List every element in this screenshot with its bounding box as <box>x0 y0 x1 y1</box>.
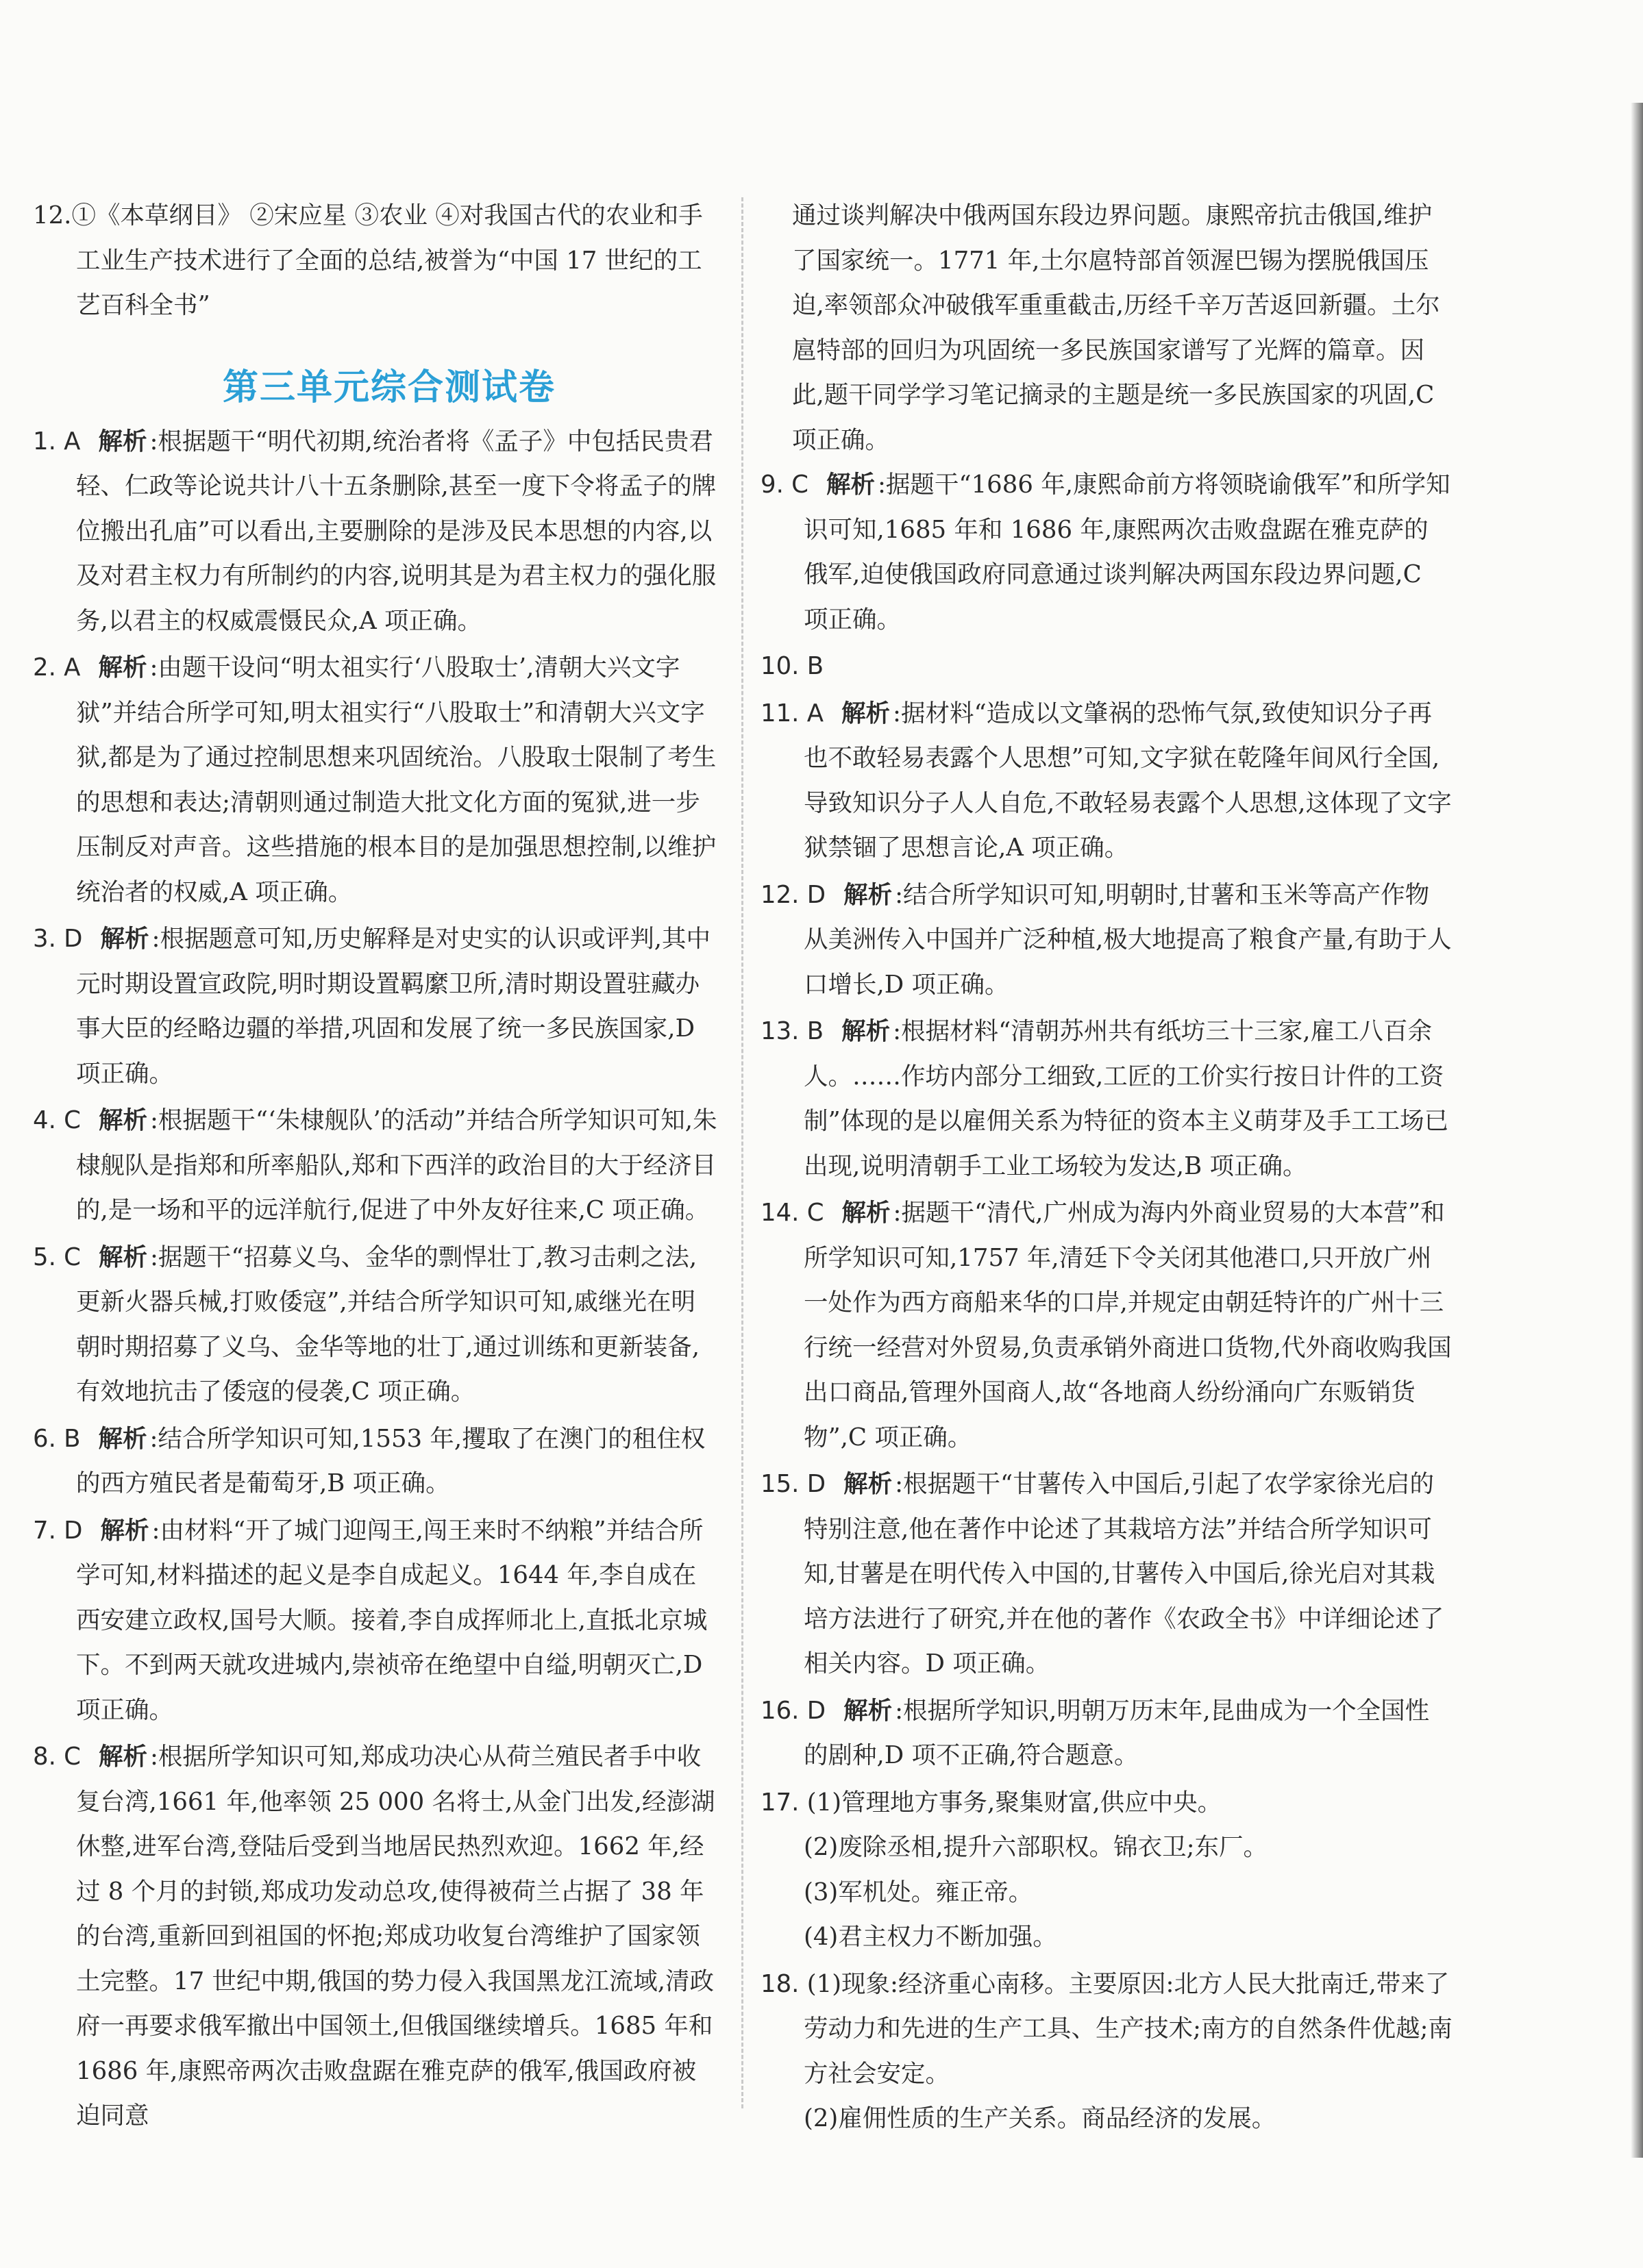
answer-item: 1. A 解析 :根据题干“明代初期,统治者将《孟子》中包括民贵君轻、仁政等论说共计八十五条删除,甚至一度下令将孟子的牌位搬出孔庙”可以看出,主要删除的是涉及民本思想的内容,以及对君主权力有所制约的内容,说明其是为君主权力的强化服务,以君主的权威震慑民众,A 项正确。 <box>33 427 717 635</box>
right-answer-list <box>761 462 1453 2141</box>
answer-17-line: (4)君主权力不断加强。 <box>804 1923 1057 1951</box>
answer-8-continued: 通过谈判解决中俄两国东段边界问题。康熙帝抗击俄国,维护了国家统一。1771 年,土尔扈特部首领渥巴锡为摆脱俄国压迫,率领部众冲破俄军重重截击,历经千辛万苦返回新疆。土尔扈特部的回归为巩固统一多民族国家谱写了光辉的篇章。因此,题干同学学习笔记摘录的主题是统一多民族国家的巩固,C 项正确。 <box>792 201 1440 454</box>
answer-item: 8. C 解析 :根据所学知识可知,郑成功决心从荷兰殖民者手中收复台湾,1661 年,他率领 25 000 名将士,从金门出发,经澎湖休整,进军台湾,登陆后受到当地居民热烈欢迎。1662 年,经过 8 个月的封锁,郑成功发动总攻,使得被荷兰占据了 38 年的台湾,重新回到祖国的怀抱;郑成功收复台湾维护了国家领土完整。17 世纪中期,俄国的势力侵入我国黑龙江流域,清政府一再要求俄军撤出中国领土,但俄国继续增兵。1685 年和 1686 年,康熙帝两次击败盘踞在雅克萨的俄军,俄国政府被迫同意 <box>33 1743 715 2130</box>
section-title: 第三单元综合测试卷 <box>222 366 556 408</box>
answer-item: 2. A 解析 :由题干设问“明太祖实行‘八股取士’,清朝大兴文字狱”并结合所学可知,明太祖实行“八股取士”和清朝大兴文字狱,都是为了通过控制思想来巩固统治。八股取士限制了考生的思想和表达;清朝则通过制造大批文化方面的冤狱,进一步压制反对声音。这些措施的根本目的是加强思想控制,以维护统治者的权威,A 项正确。 <box>33 653 717 906</box>
column-divider <box>741 197 743 2108</box>
answer-item: 4. C 解析 :根据题干“‘朱棣舰队’的活动”并结合所学知识可知,朱棣舰队是指郑和所率船队,郑和下西洋的政治目的大于经济目的,是一场和平的远洋航行,促进了中外友好往来,C 项正确。 <box>33 1106 717 1224</box>
answer-18: 18. (1)现象:经济重心南移。主要原因:北方人民大批南迁,带来了劳动力和先进的生产工具、生产技术;南方的自然条件优越;南方社会安定。 <box>761 1969 1453 2088</box>
left-answer-list <box>33 419 718 2139</box>
prev-answer-12: 12.①《本草纲目》 ②宋应星 ③农业 ④对我国古代的农业和手工业生产技术进行了全面的总结,被誉为“中国 17 世纪的工艺百科全书” <box>33 201 703 319</box>
answer-item: 15. D 解析 :根据题干“甘薯传入中国后,引起了农学家徐光启的特别注意,他在著作中论述了其栽培方法”并结合所学知识可知,甘薯是在明代传入中国的,甘薯传入中国后,徐光启对其栽培方法进行了研究,并在他的著作《农政全书》中详细论述了相关内容。D 项正确。 <box>761 1470 1444 1678</box>
left-column <box>33 193 718 2141</box>
answer-item: 6. B 解析 :结合所学知识可知,1553 年,攫取了在澳门的租住权的西方殖民者是葡萄牙,B 项正确。 <box>33 1424 706 1497</box>
answer-item: 14. C 解析 :据题干“清代,广州成为海内外商业贸易的大本营”和所学知识可知,1757 年,清廷下令关闭其他港口,只开放广州一处作为西方商船来华的口岸,并规定由朝廷特许的广州十三行统一经营对外贸易,负责承销外商进口货物,代外商收购我国出口商品,管理外国商人,故“各地商人纷纷涌向广东贩销货物”,C 项正确。 <box>761 1199 1452 1451</box>
answer-17: 17. (1)管理地方事务,聚集财富,供应中央。 <box>761 1788 1222 1817</box>
answer-item: 3. D 解析 :根据题意可知,历史解释是对史实的认识或评判,其中元时期设置宣政院,明时期设置羁縻卫所,清时期设置驻藏办事大臣的经略边疆的举措,巩固和发展了统一多民族国家,D 项正确。 <box>33 925 711 1088</box>
answer-17-line: (2)废除丞相,提升六部职权。锦衣卫;东厂。 <box>804 1833 1268 1861</box>
answer-item: 9. C 解析 :据题干“1686 年,康熙命前方将领晓谕俄军”和所学知识可知,1685 年和 1686 年,康熙两次击败盘踞在雅克萨的俄军,迫使俄国政府同意通过谈判解决两国东段边界问题,C 项正确。 <box>761 471 1450 634</box>
answer-item: 16. D 解析 :根据所学知识,明朝万历末年,昆曲成为一个全国性的剧种,D 项不正确,符合题意。 <box>761 1696 1430 1769</box>
answer-item: 7. D 解析 :由材料“开了城门迎闯王,闯王来时不纳粮”并结合所学可知,材料描述的起义是李自成起义。1644 年,李自成在西安建立政权,国号大顺。接着,李自成挥师北上,直抵北京城下。不到两天就攻进城内,崇祯帝在绝望中自缢,明朝灭亡,D 项正确。 <box>33 1516 708 1724</box>
right-column <box>761 193 1453 2141</box>
page-edge-shadow <box>1631 103 1643 2158</box>
answer-item: 12. D 解析 :结合所学知识可知,明朝时,甘薯和玉米等高产作物从美洲传入中国并广泛种植,极大地提高了粮食产量,有助于人口增长,D 项正确。 <box>761 880 1452 999</box>
answer-item: 11. A 解析 :据材料“造成以文肇祸的恐怖气氛,致使知识分子再也不敢轻易表露个人思想”可知,文字狱在乾隆年间风行全国,导致知识分子人人自危,不敢轻易表露个人思想,这体现了文字狱禁锢了思想言论,A 项正确。 <box>761 699 1452 862</box>
answer-item: 5. C 解析 :据题干“招募义乌、金华的剽悍壮丁,教习击刺之法,更新火器兵械,打败倭寇”,并结合所学知识可知,戚继光在明朝时期招募了义乌、金华等地的壮丁,通过训练和更新装备,有效地抗击了倭寇的侵袭,C 项正确。 <box>33 1243 700 1406</box>
answer-17-line: (3)军机处。雍正帝。 <box>804 1878 1033 1906</box>
answer-item: 13. B 解析 :根据材料“清朝苏州共有纸坊三十三家,雇工八百余人。……作坊内部分工细致,工匠的工价实行按日计件的工资制”体现的是以雇佣关系为特征的资本主义萌芽及手工工场已出现,说明清朝手工业工场较为发达,B 项正确。 <box>761 1017 1449 1180</box>
answer-item: 10. B <box>761 652 824 680</box>
answer-18-line: (2)雇佣性质的生产关系。商品经济的发展。 <box>804 2104 1276 2132</box>
